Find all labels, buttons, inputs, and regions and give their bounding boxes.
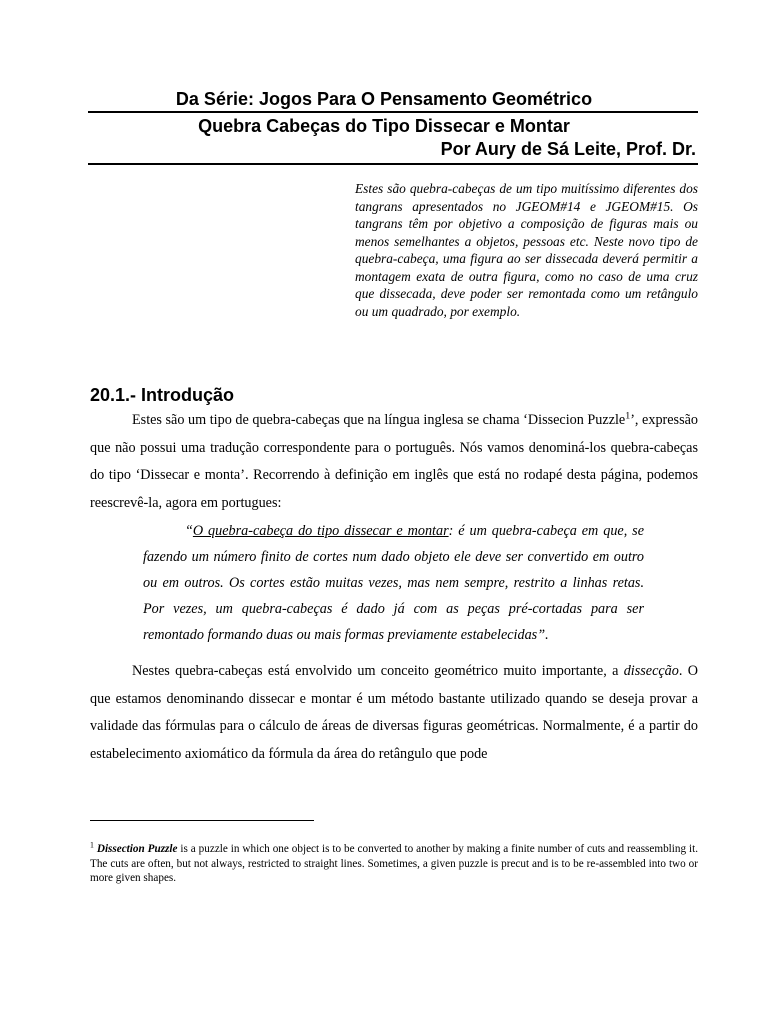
quote-term: O quebra-cabeça do tipo dissecar e montar — [192, 523, 449, 539]
dissection-paragraph — [90, 658, 698, 768]
quote-open-mark: “ — [185, 523, 193, 539]
footnote-term: Dissection Puzzle — [96, 843, 178, 855]
footnote — [90, 842, 698, 886]
footnote-divider — [90, 820, 314, 821]
intro-text-start: Estes são um tipo de quebra-cabeças que na língua inglesa se chama ‘Dissecion Puzzle — [132, 412, 626, 428]
footnote-number: 1 — [90, 840, 94, 850]
definition-quote — [143, 518, 644, 648]
footnote-reference: 1 — [625, 410, 631, 422]
header-divider-bottom — [88, 163, 698, 165]
document-title: Quebra Cabeças do Tipo Dissecar e Montar — [198, 116, 570, 136]
para2-text-start: Nestes quebra-cabeças está envolvido um conceito geométrico muito importante, a — [132, 663, 624, 679]
author-line: Por Aury de Sá Leite, Prof. Dr. — [440, 139, 696, 159]
section-heading: 20.1.- Introdução — [90, 385, 235, 405]
quote-text: : é um quebra-cabeça em que, se fazendo um número finito de cortes num dado objeto ele deve ser convertido em outro ou em outros. Os cortes estão muitas vezes, mas nem sempre, restrito a linhas retas. Por vezes, um quebra-cabeças é dado já com as peças pré-cortadas para ser remontado formando duas ou mais formas previamente estabelecidas — [143, 523, 644, 643]
intro-text-end: ’, expressão que não possui uma tradução correspondente para o português. Nós vamos denominá-los quebra-cabeças do tipo ‘Dissecar e monta’. Recorrendo à definição em inglês que está no rodapé desta página, podemos reescrevê-la, agora em portugues: — [90, 412, 698, 511]
header-divider — [88, 111, 698, 113]
abstract: Estes são quebra-cabeças de um tipo muitíssimo diferentes dos tangrans apresentados no JGEOM#14 e JGEOM#15. Os tangrans têm por objetivo a composição de figuras mais ou menos semelhantes a objetos, pessoas etc. Neste novo tipo de quebra-cabeça, uma figura ao ser dissecada deverá permitir a montagem exata de outra figura, como no caso de uma cruz que dissecada, deve poder ser remontada como um retângulo ou um quadrado, por exemplo. — [355, 181, 698, 319]
intro-paragraph — [90, 407, 698, 517]
quote-close-mark: ”. — [537, 627, 549, 643]
para2-term: dissecção — [623, 663, 679, 679]
series-title: Da Série: Jogos Para O Pensamento Geométrico — [175, 89, 593, 109]
footnote-text: is a puzzle in which one object is to be converted to another by making a finite number of cuts and reassembling it. The cuts are often, but not always, restricted to straight lines. Sometimes, a given puzzle is precut and is to be re-assembled into two or more given shapes. — [90, 843, 699, 884]
para2-text-rest: . O que estamos denominando dissecar e montar é um método bastante utilizado quando se deseja provar a validade das fórmulas para o cálculo de áreas de diversas figuras geométricas. Normalmente, é a partir do estabelecimento axiomático da fórmula da área do retângulo que pode — [90, 663, 698, 762]
